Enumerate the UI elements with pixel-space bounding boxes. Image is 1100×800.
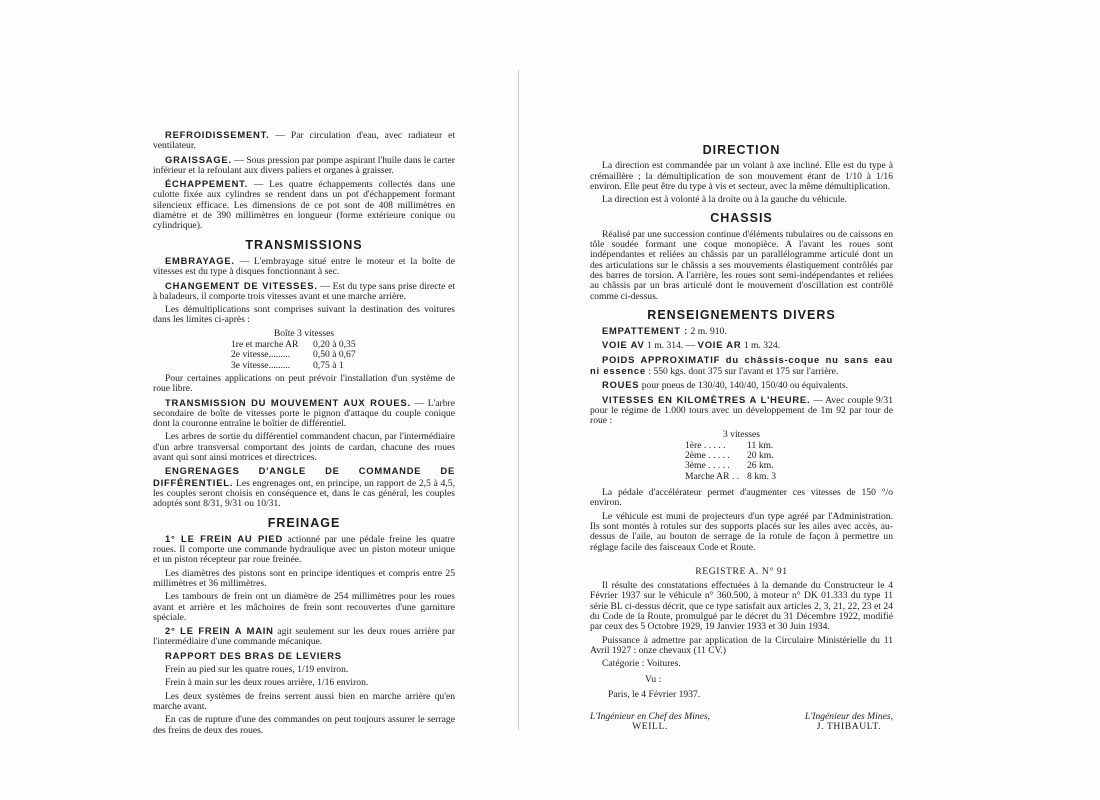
poids-paragraph: POIDS APPROXIMATIF du châssis-coque nu sans eau ni essence : 550 kgs. dont 375 sur l'avant et 175 sur l'arrière. [590, 353, 893, 378]
projecteurs-paragraph: Le véhicule est muni de projecteurs d'un type agréé par l'Administration. Ils sont montés à rotules sur des supports placés sur les ailes avec accès, au-dessus de l'aile, au bouton de serrage de la rotule de façon à permettre un réglage facile des faisceaux Code et Route. [590, 510, 893, 553]
roues-line: ROUES pour pneus de 130/40, 140/40, 150/40 ou équivalents. [602, 379, 848, 392]
pedale-paragraph: La pédale d'accélérateur permet d'augmenter ces vitesses de 150 °/o environ. [590, 487, 893, 509]
speeds-row: Marche AR . . 8 km. 3 [685, 470, 777, 482]
freinage-heading: FREINAGE [267, 515, 341, 530]
rapport-leviers-title: RAPPORT DES BRAS DE LEVIERS [165, 649, 342, 661]
signature-left-title: L'Ingénieur en Chef des Mines, [590, 711, 711, 723]
gearbox-title: Boîte 3 vitesses [273, 327, 335, 339]
gearbox-row: 1re et marche AR 0,20 à 0,35 [231, 339, 356, 351]
signature-right [805, 712, 893, 733]
direction-volonte-paragraph: La direction est à volonté à la droite ou à la gauche du véhicule. [602, 194, 848, 206]
signature-right-title: L'Ingénieur des Mines, [804, 711, 893, 723]
transmissions-heading: TRANSMISSIONS [245, 237, 363, 252]
signatures [590, 712, 893, 733]
speeds-title: 3 vitesses [722, 428, 761, 440]
engrenages-paragraph: ENGRENAGES D'ANGLE DE COMMANDE DE DIFFÉRENTIEL. Les engrenages ont, en principe, un rapport de 2,5 à 4,5, les couples seront choisis en conséquence et, dans le cas général, les couples adoptés sont 8/31, 9/31 ou 10/31. [153, 465, 455, 510]
frein-pied-paragraph: 1° LE FREIN AU PIED actionné par une pédale freine les quatre roues. Il comporte une commande hydraulique avec un piston moteur unique et un piston récepteur par roue freinée. [153, 532, 455, 566]
speeds-row: 1ère . . . . . 11 km. [685, 439, 774, 451]
signature-left-name: WEILL. [632, 721, 668, 733]
speeds-row: 3ème . . . . . 26 km. [685, 460, 774, 472]
gearbox-row: 2e vitesse......... 0,50 à 0,67 [231, 349, 356, 361]
speeds-row: 2ème . . . . . 20 km. [685, 450, 774, 462]
embrayage-paragraph: EMBRAYAGE. — L'embrayage situé entre le moteur et la boîte de vitesses est du type à disques fonctionnant à sec. [153, 254, 455, 278]
page-fold [518, 70, 519, 730]
tambours-paragraph: Les tambours de frein ont un diamètre de 254 millimètres pour les roues avant et arrière et les mâchoires de frein sont recouvertes d'une garniture spéciale. [153, 591, 455, 623]
gearbox-table [153, 329, 455, 371]
roue-libre-paragraph: Pour certaines applications on peut prévoir l'installation d'un système de roue libre. [153, 372, 455, 395]
direction-heading: DIRECTION [702, 143, 781, 157]
echappement-paragraph: ÉCHAPPEMENT. — Les quatre échappements collectés dans une culotte fixée aux cylindres se rendent dans un pot d'échappement formant silencieux efficace. Les dimensions de ce pot sont de 408 millimètres en diamètre et de 390 millimètres en longueur (forme extérieure conique ou cylindrique). [153, 178, 455, 232]
refroidissement-paragraph: REFROIDISSEMENT. — Par circulation d'eau, avec radiateur et ventilateur. [153, 129, 455, 152]
renseignements-heading: RENSEIGNEMENTS DIVERS [647, 307, 836, 322]
voie-line: VOIE AV 1 m. 314. — VOIE AR 1 m. 324. [602, 339, 781, 352]
frein-pied-rapport: Frein au pied sur les quatre roues, 1/19 environ. [165, 664, 349, 676]
speeds-table [590, 430, 893, 482]
rupture-paragraph: En cas de rupture d'une des commandes on peut toujours assurer le serrage des freins de deux des roues. [153, 714, 455, 736]
frein-main-rapport: Frein à main sur les deux roues arrière, 1/16 environ. [165, 677, 369, 689]
vu-label: Vu : [645, 674, 662, 686]
transmission-roues-paragraph: TRANSMISSION DU MOUVEMENT AUX ROUES. — L'arbre secondaire de boîte de vitesses porte le pignon d'attaque du couple conique dont la couronne entraîne le boîtier de différentiel. [153, 396, 455, 430]
direction-paragraph: La direction est commandée par un volant à axe incliné. Elle est du type à crémaillère ; la démultiplication de son mouvement étant de 1/10 à 1/16 environ. Elle peut être du type à vis et secteur, avec la même démultiplication. [590, 160, 893, 192]
signature-left [590, 712, 710, 733]
demultiplications-paragraph: Les démultiplications sont comprises suivant la destination des voitures dans les limites ci-après : [153, 304, 455, 326]
diametres-pistons-paragraph: Les diamètres des pistons sont en principe identiques et compris entre 25 millimètres et 36 millimètres. [153, 567, 455, 589]
changement-vitesses-paragraph: CHANGEMENT DE VITESSES. — Est du type sans prise directe et à baladeurs, il comporte trois vitesses avant et une marche arrière. [153, 279, 455, 302]
empattement-line: EMPATTEMENT : 2 m. 910. [602, 325, 727, 338]
gearbox-row: 3e vitesse......... 0,75 à 1 [231, 359, 344, 371]
chassis-heading: CHASSIS [710, 211, 773, 226]
frein-main-paragraph: 2° LE FREIN A MAIN agit seulement sur les deux roues arrière par l'intermédiaire d'une commande mécanique. [153, 625, 455, 648]
registre-title: REGISTRE A. N° 91 [695, 565, 788, 577]
puissance-paragraph: Puissance à admettre par application de la Circulaire Ministérielle du 11 Avril 1927 : onze chevaux (11 CV.) [590, 634, 893, 656]
categorie-line: Catégorie : Voitures. [602, 658, 681, 670]
signature-right-name: J. THIBAULT. [816, 721, 882, 733]
right-page [590, 145, 893, 733]
place-date: Paris, le 4 Février 1937. [608, 688, 701, 700]
systemes-freins-paragraph: Les deux systèmes de freins serrent aussi bien en marche arrière qu'en marche avant. [153, 690, 455, 712]
left-page [153, 130, 455, 739]
chassis-paragraph: Réalisé par une succession continue d'éléments tubulaires ou de caissons en tôle soudée formant une coque monopièce. A l'avant les roues sont indépendantes et reliées au châssis par un parallélogramme articulé dont un des articulations sur le châssis a ses mouvements élastiquement contrôlés par des barres de torsion. A l'arrière, les roues sont semi-indépendantes et reliées au châssis par un bras articulé dont le mouvement d'oscillation est contrôlé comme ci-dessus. [590, 228, 893, 302]
graissage-paragraph: GRAISSAGE. — Sous pression par pompe aspirant l'huile dans le carter inférieur et la refoulant aux divers paliers et organes à graisser. [153, 153, 455, 176]
arbres-sortie-paragraph: Les arbres de sortie du différentiel commandent chacun, par l'intermédiaire d'un arbre transversal comportant des joints de cardan, chacune des roues avant qui sont ainsi motrices et directrices. [153, 431, 455, 464]
constatations-paragraph: Il résulte des constatations effectuées à la demande du Constructeur le 4 Février 1937 sur le véhicule n° 360.500, à moteur n° DK 01.333 du type 11 série BL ci-dessus décrit, que ce type satisfait aux articles 2, 3, 21, 22, 23 et 24 du Code de la Route, promulgué par le décret du 31 Décembre 1922, modifié par ceux des 5 Octobre 1929, 19 Janvier 1933 et 30 Juin 1934. [590, 580, 893, 633]
vitesses-paragraph: VITESSES EN KILOMÈTRES A L'HEURE. — Avec couple 9/31 pour le régime de 1.000 tours avec un développement de 1m 92 par tour de roue : [590, 393, 893, 427]
